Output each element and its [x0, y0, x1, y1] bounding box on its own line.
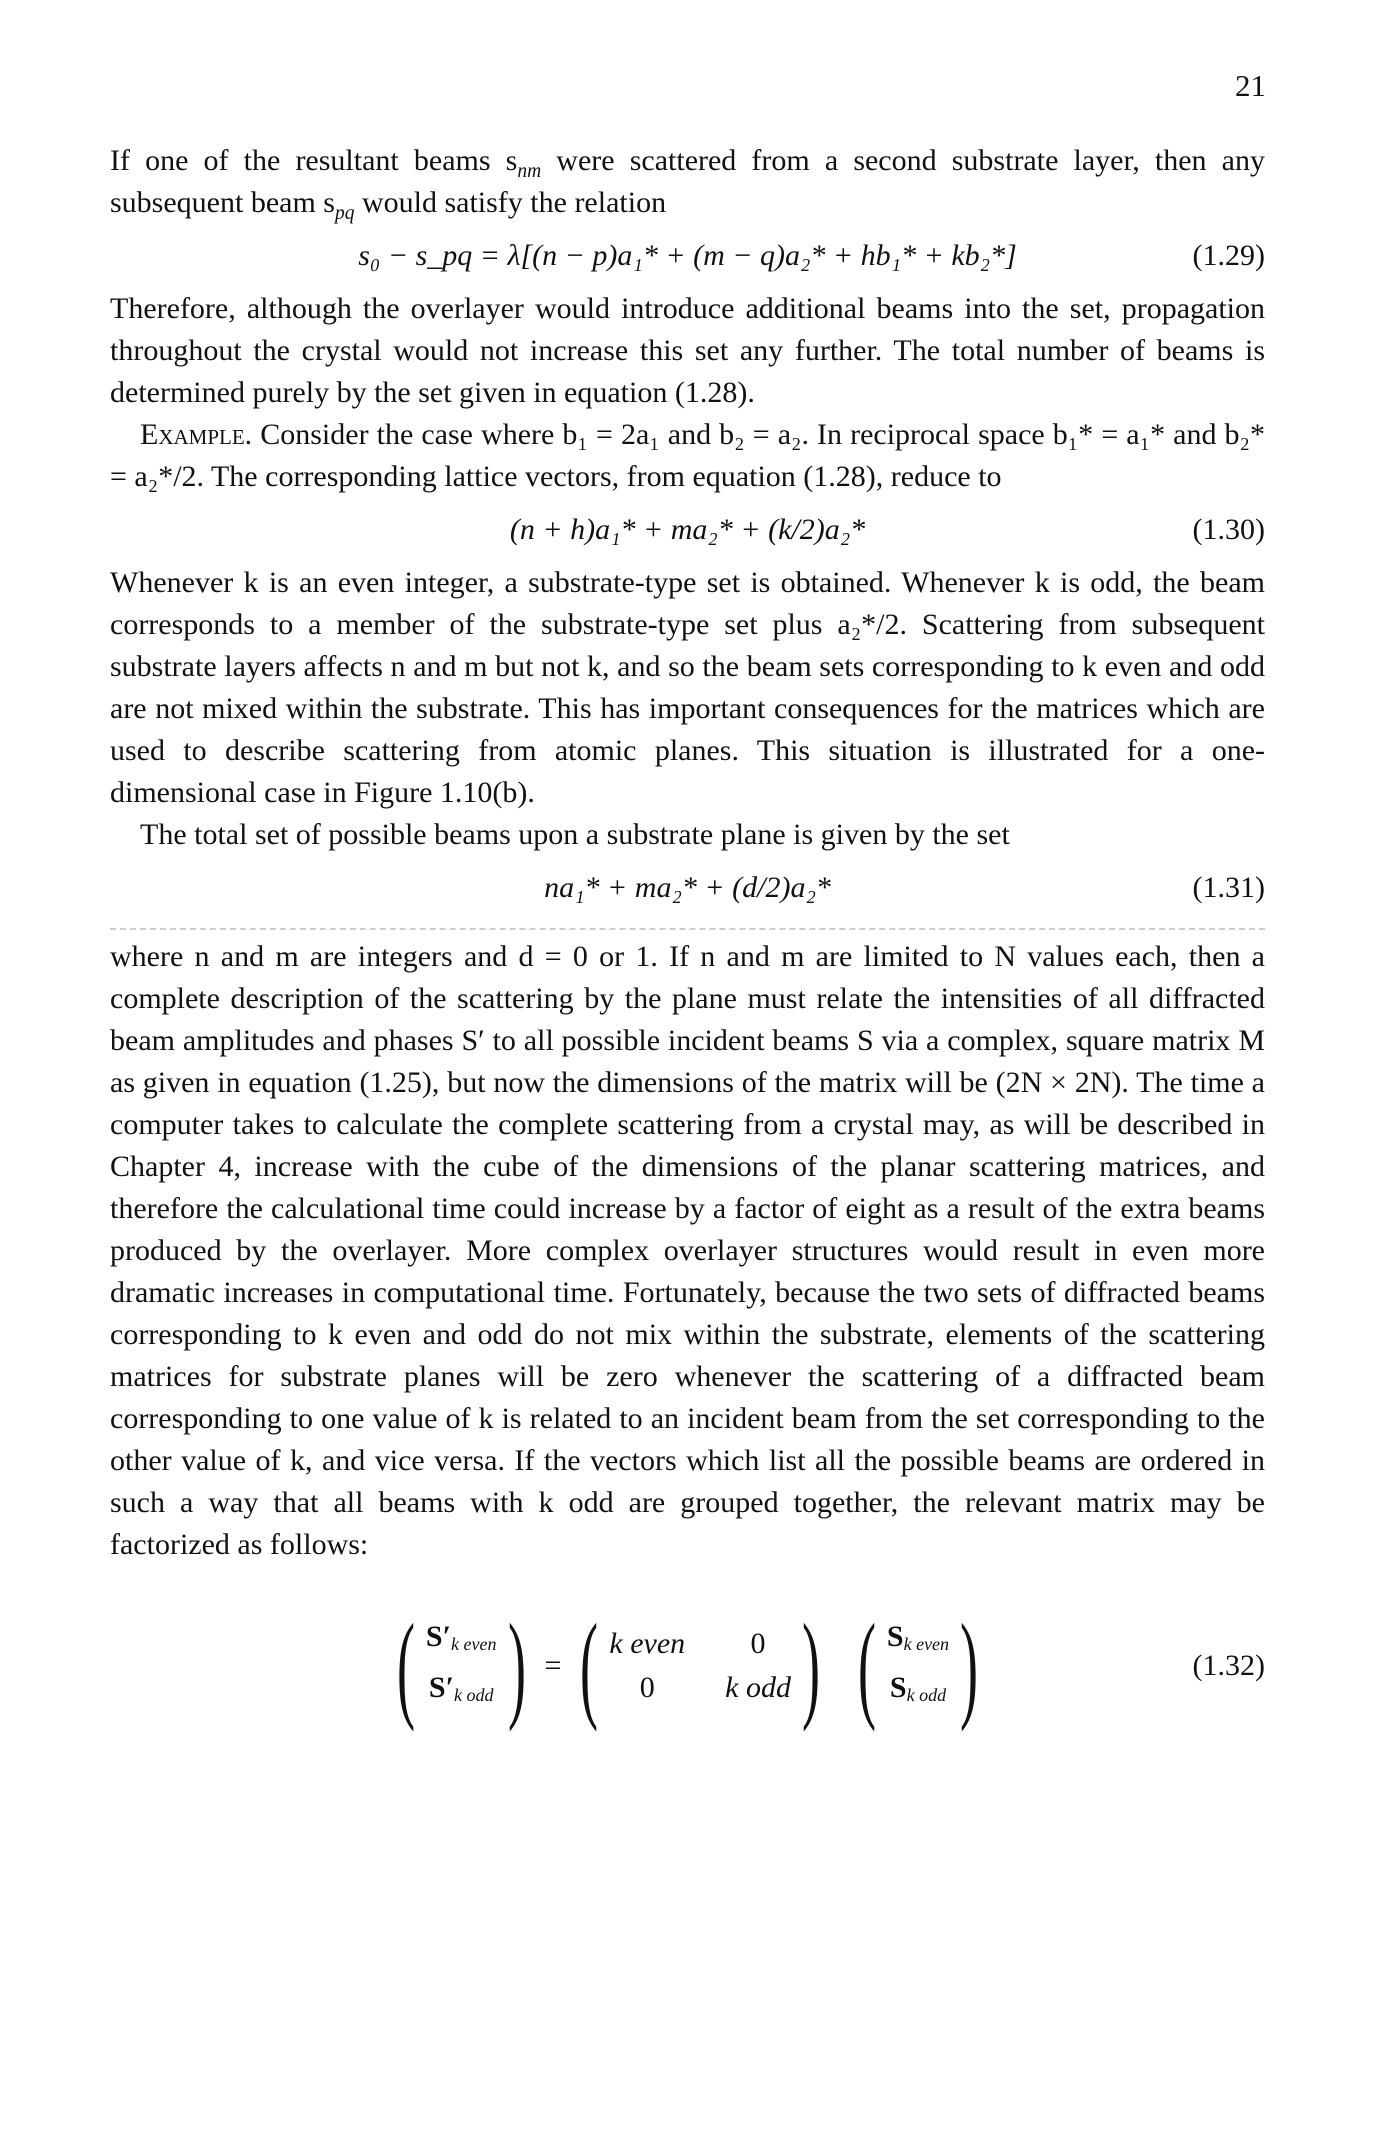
equation-number: (1.30) — [1192, 513, 1265, 546]
paragraph-4: The total set of possible beams upon a substrate plane is given by the set — [140, 818, 1010, 851]
equation-expression: s₀ − s_pq = λ[(n − p)a₁* + (m − q)a₂* + hb₁* + kb₂*] — [358, 239, 1017, 272]
equation-1-31 — [110, 864, 1265, 912]
equation-expression: (n + h)a₁* + ma₂* + (k/2)a₂* — [509, 513, 866, 546]
paragraph-3: Whenever k is an even integer, a substrate-type set is obtained. Whenever k is odd, the beam corresponds to a member of the substrate-type set plus a₂*/2. Scattering from subsequent substrate layers affects n and m but not k, and so the beam sets corresponding to k even and odd are not mixed within the substrate. This has important consequences for the matrices which are used to describe scattering from atomic planes. This situation is illustrated for a one-dimensional case in Figure 1.10(b). — [110, 566, 1265, 809]
example-paragraph: Example. Consider the case where b₁ = 2a₁ and b₂ = a₂. In reciprocal space b₁* = a₁* and b₂* = a₂*/2. The corresponding lattice vectors, from equation (1.28), reduce to — [110, 418, 1265, 493]
page-body — [110, 140, 1265, 1734]
equation-expression: na₁* + ma₂* + (d/2)a₂* — [544, 871, 831, 904]
equation-number: (1.31) — [1192, 871, 1265, 904]
equation-1-29 — [110, 232, 1265, 280]
example-label: Example. — [140, 418, 253, 451]
rhs-vector: ( Sk even Sk odd ) — [857, 1599, 979, 1732]
block-matrix: ( k even 0 0 k odd ) — [580, 1599, 820, 1732]
paragraph-5: where n and m are integers and d = 0 or 1. If n and m are limited to N values each, then a complete description of the scattering by the plane must relate the intensities of all diffracted beam amplitudes and phases S′ to all possible incident beams S via a complex, square matrix M as given in equation (1.25), but now the dimensions of the matrix will be (2N × 2N). The time a computer takes to calculate the complete scattering from a crystal may, as will be described in Chapter 4, increase with the cube of the dimensions of the planar scattering matrices, and therefore the calculational time could increase by a factor of eight as a result of the extra beams produced by the overlayer. More complex overlayer structures would result in even more dramatic increases in computational time. Fortunately, because the two sets of diffracted beams corresponding to k even and odd do not mix within the substrate, elements of the scattering matrices for substrate planes will be zero whenever the scattering of a diffracted beam corresponding to one value of k is related to an incident beam from the set corresponding to the other value of k, and vice versa. If the vectors which list all the possible beams are ordered in such a way that all beams with k odd are grouped together, the relevant matrix may be factorized as follows: — [110, 940, 1265, 1561]
equation-1-30 — [110, 506, 1265, 554]
equation-number: (1.32) — [1192, 1649, 1265, 1682]
scan-artifact-divider — [110, 928, 1265, 932]
equation-number: (1.29) — [1192, 239, 1265, 272]
equation-1-32 — [110, 1599, 1265, 1732]
equals-sign: = — [544, 1649, 562, 1682]
paragraph-1: If one of the resultant beams $s_{nm}$ were scattered from a second substrate layer, then any subsequent beam $s_{pq}$ would satisfy the relation — [110, 144, 1265, 224]
lhs-vector: ( S′k even S′k odd ) — [396, 1599, 526, 1732]
paragraph-2: Therefore, although the overlayer would introduce additional beams into the set, propagation throughout the crystal would not increase this set any further. The total number of beams is determined purely by the set given in equation (1.28). — [110, 292, 1265, 409]
page-number: 21 — [1235, 68, 1266, 103]
